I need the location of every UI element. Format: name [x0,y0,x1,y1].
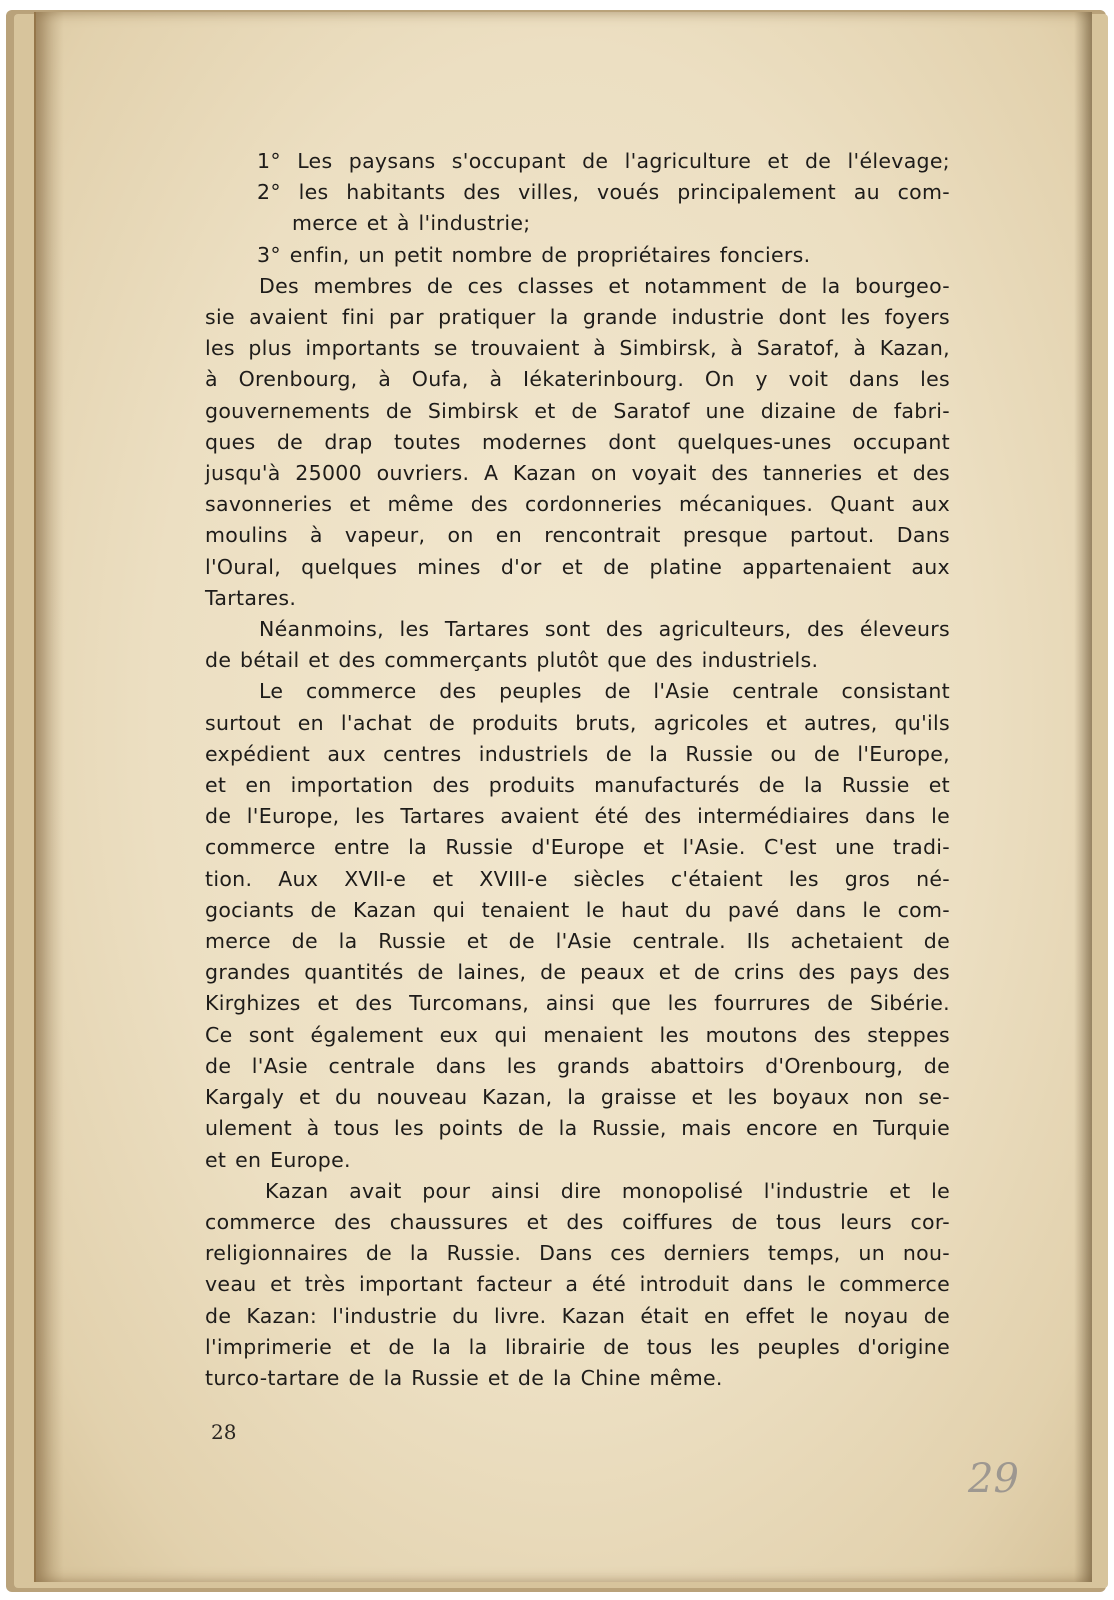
handwritten-folio-number: 29 [968,1456,1019,1502]
paragraph-line: grandes quantités de laines, de peaux et de crins des pays des [205,960,950,985]
paragraph-line: veau et très important facteur a été introduit dans le commerce [205,1272,950,1297]
paragraph-line: l'Oural, quelques mines d'or et de platine appartenaient aux [205,554,950,579]
paragraph-line: surtout en l'achat de produits bruts, agricoles et autres, qu'ils [205,710,950,735]
paragraph-line: ques de drap toutes modernes dont quelques-unes occupant [205,429,950,454]
paragraph-line: tion. Aux XVII-e et XVIII-e siècles c'étaient les gros né- [205,866,950,891]
paragraph-line: Néanmoins, les Tartares sont des agriculteurs, des éleveurs [259,617,950,642]
paragraph-line: gociants de Kazan qui tenaient le haut du pavé dans le com- [205,897,950,922]
paragraph-line: de Kazan: l'industrie du livre. Kazan était en effet le noyau de [205,1303,950,1328]
page-edge-shadow [1074,12,1092,1582]
paragraph-line: les plus importants se trouvaient à Simbirsk, à Saratof, à Kazan, [205,336,950,361]
paragraph-line: sie avaient fini par pratiquer la grande industrie dont les foyers [205,305,950,330]
list-item-2-continuation: merce et à l'industrie; [292,211,531,236]
paragraph-line: merce de la Russie et de l'Asie centrale. Ils achetaient de [205,929,950,954]
paragraph-line: Tartares. [205,585,297,610]
paragraph-line: religionnaires de la Russie. Dans ces derniers temps, un nou- [205,1241,950,1266]
page-number: 28 [211,1420,237,1444]
paragraph-line: expédient aux centres industriels de la Russie ou de l'Europe, [205,741,950,766]
paragraph-line: Kargaly et du nouveau Kazan, la graisse et les boyaux non se- [205,1085,950,1110]
paragraph-line: gouvernements de Simbirsk et de Saratof une dizaine de fabri- [205,398,950,423]
paragraph-line: savonneries et même des cordonneries mécaniques. Quant aux [205,492,950,517]
paragraph-line: jusqu'à 25000 ouvriers. A Kazan on voyait des tanneries et des [205,461,950,486]
paragraph-line: de bétail et des commerçants plutôt que des industriels. [205,648,819,673]
paragraph-line: Des membres de ces classes et notamment de la bourgeo- [259,273,950,298]
list-item-2: 2° les habitants des villes, voués principalement au com- [257,180,950,205]
paragraph-line: ulement à tous les points de la Russie, mais encore en Turquie [205,1116,950,1141]
list-item-3: 3° enfin, un petit nombre de propriétaires fonciers. [257,242,811,267]
list-item-1: 1° Les paysans s'occupant de l'agriculture et de l'élevage; [257,149,950,173]
spine-shadow [34,12,64,1582]
paragraph-line: et en importation des produits manufacturés de la Russie et [205,773,950,798]
paragraph-line: Ce sont également eux qui menaient les moutons des steppes [205,1022,950,1047]
paragraph-line: l'imprimerie et de la la librairie de tous les peuples d'origine [205,1334,950,1359]
paragraph-line: Le commerce des peuples de l'Asie centrale consistant [259,679,950,704]
paragraph-line: de l'Asie centrale dans les grands abattoirs d'Orenbourg, de [205,1053,950,1078]
paragraph-line: moulins à vapeur, on en rencontrait presque partout. Dans [205,523,950,548]
paragraph-line: à Orenbourg, à Oufa, à Iékaterinbourg. On y voit dans les [205,367,950,392]
paragraph-line: commerce entre la Russie d'Europe et l'Asie. C'est une tradi- [205,835,950,860]
body-text [205,146,950,1394]
paragraph-line: Kirghizes et des Turcomans, ainsi que les fourrures de Sibérie. [205,991,950,1016]
paragraph-line: Kazan avait pour ainsi dire monopolisé l'industrie et le [265,1178,950,1203]
paragraph-line: et en Europe. [205,1147,351,1172]
paragraph-line: commerce des chaussures et des coiffures de tous leurs cor- [205,1209,950,1234]
paragraph-line: de l'Europe, les Tartares avaient été des intermédiaires dans le [205,804,950,829]
paragraph-line: turco-tartare de la Russie et de la Chine même. [205,1365,723,1390]
